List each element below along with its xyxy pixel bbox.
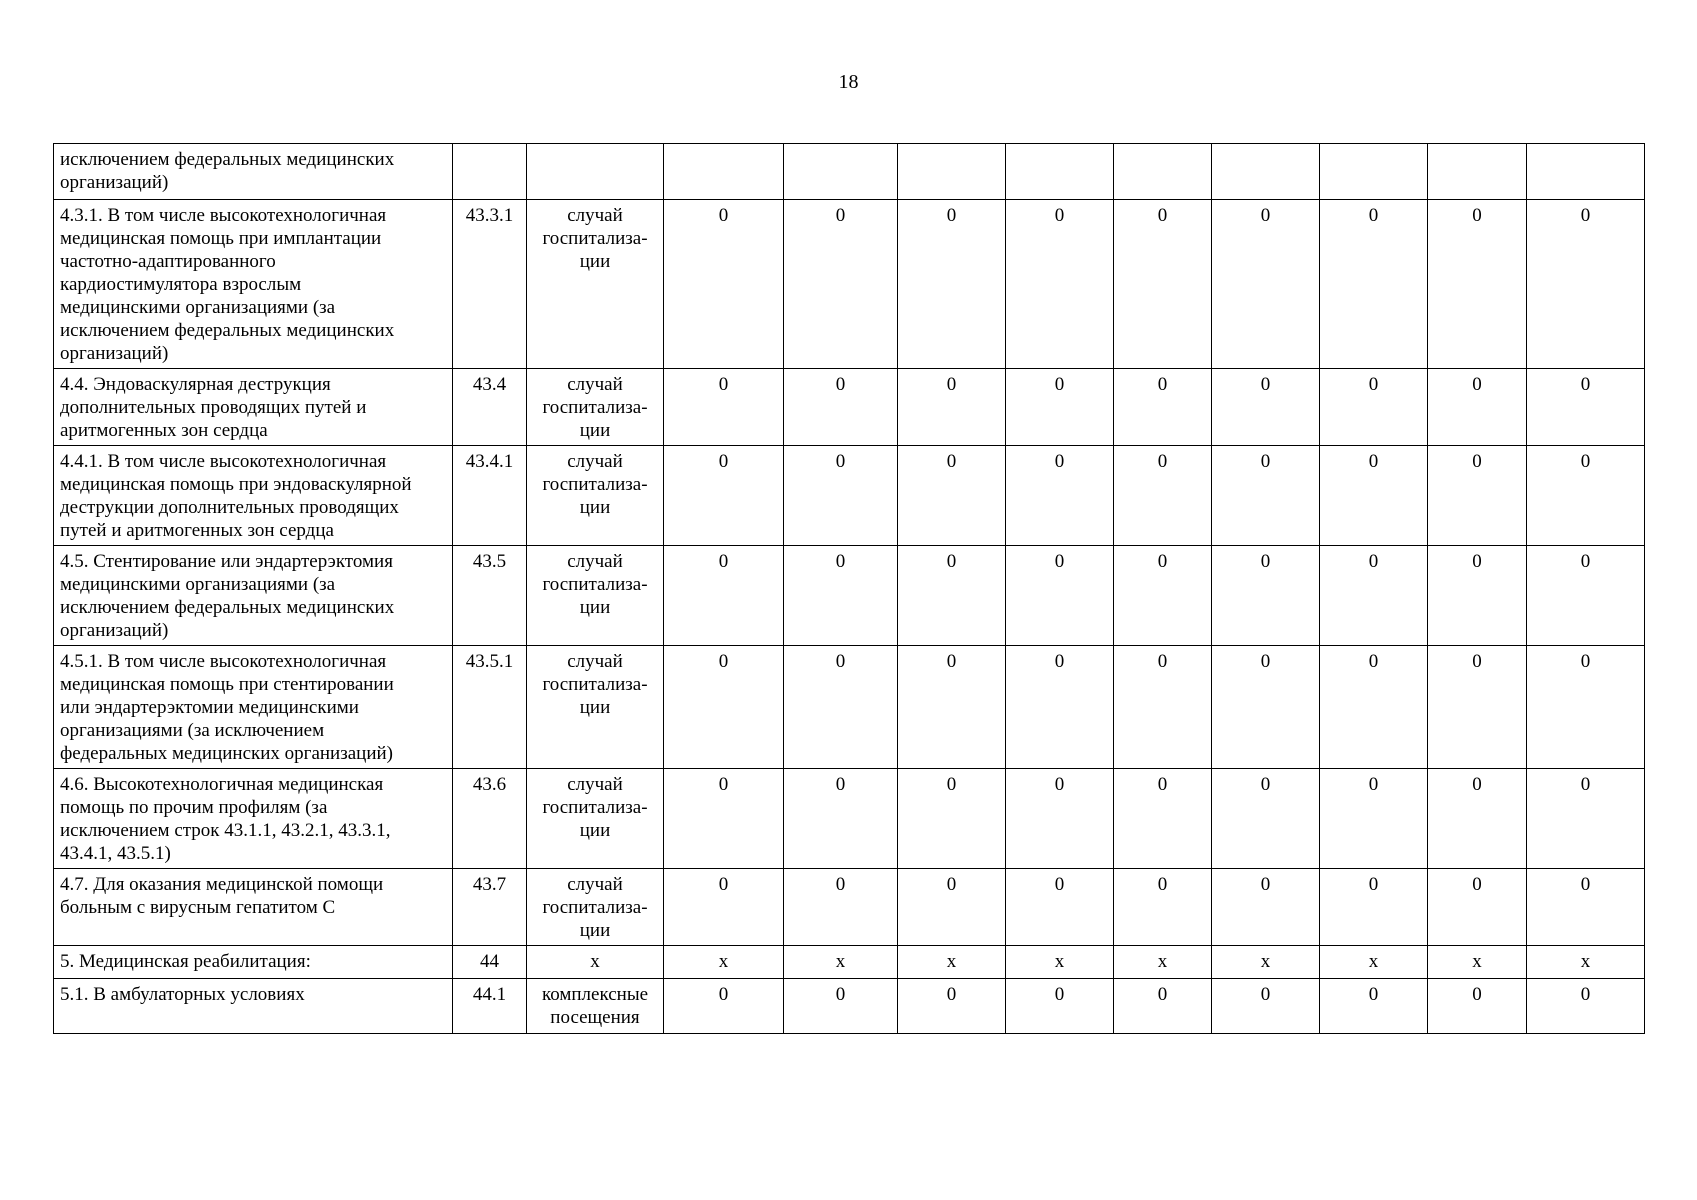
table-row xyxy=(54,946,1645,979)
value-cell: х xyxy=(1428,946,1527,979)
value-cell xyxy=(1320,144,1428,200)
value-cell: 0 xyxy=(1114,869,1212,946)
value-cell: 0 xyxy=(1006,200,1114,369)
table-row xyxy=(54,979,1645,1034)
value-cell: 0 xyxy=(664,200,784,369)
unit-line: ции xyxy=(579,697,611,718)
value-cell xyxy=(1114,144,1212,200)
description-line: исключением федеральных медицинских xyxy=(60,149,395,170)
value-cell: 0 xyxy=(1428,869,1527,946)
value-cell: 0 xyxy=(1006,979,1114,1034)
value-cell: 0 xyxy=(898,769,1006,869)
value-cell: х xyxy=(1006,946,1114,979)
value-cell xyxy=(898,144,1006,200)
unit-line: госпитализа- xyxy=(542,674,648,695)
value-cell: 0 xyxy=(1212,546,1320,646)
description-line: исключением федеральных медицинских xyxy=(60,597,395,618)
row-unit xyxy=(527,979,664,1034)
unit-line: госпитализа- xyxy=(542,574,648,595)
value-cell: 0 xyxy=(1320,369,1428,446)
value-cell: 0 xyxy=(898,369,1006,446)
value-cell: 0 xyxy=(1114,646,1212,769)
value-cell: 0 xyxy=(898,446,1006,546)
description-line: 4.4. Эндоваскулярная деструкция xyxy=(60,374,331,395)
description-line: медицинская помощь при эндоваскулярной xyxy=(60,474,412,495)
value-cell: 0 xyxy=(1114,369,1212,446)
value-cell: х xyxy=(1527,946,1645,979)
value-cell: 0 xyxy=(1114,200,1212,369)
value-cell: х xyxy=(898,946,1006,979)
row-unit xyxy=(527,769,664,869)
value-cell: 0 xyxy=(784,869,898,946)
value-cell: 0 xyxy=(1320,769,1428,869)
table-row xyxy=(54,769,1645,869)
row-code xyxy=(453,144,527,200)
row-description xyxy=(54,200,453,369)
value-cell: х xyxy=(1114,946,1212,979)
value-cell: 0 xyxy=(1320,979,1428,1034)
value-cell: 0 xyxy=(1320,446,1428,546)
value-cell: 0 xyxy=(1114,546,1212,646)
value-cell: 0 xyxy=(664,869,784,946)
value-cell: х xyxy=(664,946,784,979)
table-row xyxy=(54,869,1645,946)
value-cell: 0 xyxy=(1527,979,1645,1034)
unit-line: х xyxy=(590,951,600,972)
description-line: 43.4.1, 43.5.1) xyxy=(60,843,171,864)
value-cell xyxy=(664,144,784,200)
unit-line: ции xyxy=(579,497,611,518)
value-cell: 0 xyxy=(1527,869,1645,946)
value-cell: х xyxy=(1320,946,1428,979)
description-line: 4.5.1. В том числе высокотехнологичная xyxy=(60,651,387,672)
unit-line: госпитализа- xyxy=(542,897,648,918)
value-cell: 0 xyxy=(1212,769,1320,869)
value-cell: 0 xyxy=(784,546,898,646)
table-row xyxy=(54,446,1645,546)
row-unit xyxy=(527,200,664,369)
value-cell: 0 xyxy=(1006,869,1114,946)
value-cell: 0 xyxy=(1114,446,1212,546)
row-description xyxy=(54,446,453,546)
description-line: 5. Медицинская реабилитация: xyxy=(60,951,311,972)
row-code: 43.4.1 xyxy=(453,446,527,546)
unit-line: случай xyxy=(567,874,623,895)
row-unit xyxy=(527,646,664,769)
value-cell: 0 xyxy=(1006,546,1114,646)
description-line: федеральных медицинских организаций) xyxy=(60,743,393,764)
value-cell: 0 xyxy=(1006,769,1114,869)
unit-line: случай xyxy=(567,774,623,795)
value-cell: 0 xyxy=(898,646,1006,769)
description-line: деструкции дополнительных проводящих xyxy=(60,497,399,518)
value-cell: 0 xyxy=(898,200,1006,369)
table-row xyxy=(54,200,1645,369)
row-code: 43.5 xyxy=(453,546,527,646)
value-cell xyxy=(784,144,898,200)
value-cell: 0 xyxy=(784,369,898,446)
row-description xyxy=(54,979,453,1034)
value-cell: 0 xyxy=(898,546,1006,646)
value-cell: 0 xyxy=(1212,979,1320,1034)
row-description xyxy=(54,369,453,446)
description-line: 4.6. Высокотехнологичная медицинская xyxy=(60,774,384,795)
row-unit xyxy=(527,446,664,546)
page-number: 18 xyxy=(838,71,859,93)
unit-line: случай xyxy=(567,651,623,672)
value-cell: 0 xyxy=(1320,546,1428,646)
description-line: организациями (за исключением xyxy=(60,720,325,741)
unit-line: ции xyxy=(579,251,611,272)
value-cell: 0 xyxy=(1212,646,1320,769)
value-cell: 0 xyxy=(664,446,784,546)
unit-line: случай xyxy=(567,451,623,472)
table-row xyxy=(54,144,1645,200)
value-cell: 0 xyxy=(1527,446,1645,546)
value-cell xyxy=(1527,144,1645,200)
row-code: 43.5.1 xyxy=(453,646,527,769)
row-unit xyxy=(527,869,664,946)
unit-line: госпитализа- xyxy=(542,474,648,495)
unit-line: ции xyxy=(579,420,611,441)
value-cell: 0 xyxy=(1428,546,1527,646)
value-cell: 0 xyxy=(1320,869,1428,946)
row-description xyxy=(54,546,453,646)
description-line: путей и аритмогенных зон сердца xyxy=(60,520,334,541)
row-code: 43.7 xyxy=(453,869,527,946)
value-cell: 0 xyxy=(784,769,898,869)
description-line: или эндартерэктомии медицинскими xyxy=(60,697,359,718)
value-cell: 0 xyxy=(664,979,784,1034)
unit-line: комплексные xyxy=(541,984,649,1005)
value-cell: 0 xyxy=(1428,369,1527,446)
table-row xyxy=(54,646,1645,769)
value-cell: 0 xyxy=(664,769,784,869)
row-unit xyxy=(527,369,664,446)
unit-line: госпитализа- xyxy=(542,797,648,818)
row-unit xyxy=(527,546,664,646)
description-line: 4.5. Стентирование или эндартерэктомия xyxy=(60,551,393,572)
description-line: кардиостимулятора взрослым xyxy=(60,274,302,295)
value-cell: 0 xyxy=(1212,446,1320,546)
value-cell: 0 xyxy=(1428,646,1527,769)
value-cell: 0 xyxy=(784,646,898,769)
data-table xyxy=(53,143,1645,1034)
value-cell: 0 xyxy=(1527,369,1645,446)
value-cell: 0 xyxy=(784,200,898,369)
row-code: 43.3.1 xyxy=(453,200,527,369)
description-line: 4.7. Для оказания медицинской помощи xyxy=(60,874,384,895)
unit-line: ции xyxy=(579,597,611,618)
value-cell: х xyxy=(1212,946,1320,979)
description-line: помощь по прочим профилям (за xyxy=(60,797,328,818)
description-line: медицинскими организациями (за xyxy=(60,574,336,595)
value-cell: 0 xyxy=(1428,979,1527,1034)
description-line: медицинская помощь при имплантации xyxy=(60,228,382,249)
value-cell: 0 xyxy=(1428,446,1527,546)
value-cell xyxy=(1428,144,1527,200)
description-line: дополнительных проводящих путей и xyxy=(60,397,367,418)
value-cell: 0 xyxy=(664,546,784,646)
value-cell: 0 xyxy=(1006,369,1114,446)
description-line: больным с вирусным гепатитом С xyxy=(60,897,336,918)
value-cell: 0 xyxy=(1527,769,1645,869)
description-line: исключением строк 43.1.1, 43.2.1, 43.3.1, xyxy=(60,820,391,841)
value-cell: 0 xyxy=(1320,200,1428,369)
value-cell xyxy=(1212,144,1320,200)
row-description xyxy=(54,946,453,979)
value-cell: 0 xyxy=(1006,646,1114,769)
row-code: 44.1 xyxy=(453,979,527,1034)
unit-line: госпитализа- xyxy=(542,397,648,418)
value-cell: 0 xyxy=(1212,200,1320,369)
unit-line: случай xyxy=(567,551,623,572)
description-line: частотно-адаптированного xyxy=(60,251,276,272)
description-line: организаций) xyxy=(60,620,169,641)
row-description xyxy=(54,769,453,869)
description-line: медицинскими организациями (за xyxy=(60,297,336,318)
value-cell: 0 xyxy=(1114,979,1212,1034)
description-line: исключением федеральных медицинских xyxy=(60,320,395,341)
value-cell: 0 xyxy=(1320,646,1428,769)
description-line: медицинская помощь при стентировании xyxy=(60,674,394,695)
value-cell: 0 xyxy=(1428,769,1527,869)
value-cell: 0 xyxy=(1006,446,1114,546)
value-cell: 0 xyxy=(1114,769,1212,869)
unit-line: госпитализа- xyxy=(542,228,648,249)
unit-line: ции xyxy=(579,920,611,941)
value-cell: х xyxy=(784,946,898,979)
row-unit xyxy=(527,946,664,979)
unit-line: посещения xyxy=(550,1007,640,1028)
value-cell: 0 xyxy=(1212,369,1320,446)
table-row xyxy=(54,369,1645,446)
row-unit xyxy=(527,144,664,200)
value-cell: 0 xyxy=(664,646,784,769)
value-cell xyxy=(1006,144,1114,200)
description-line: 4.3.1. В том числе высокотехнологичная xyxy=(60,205,387,226)
unit-line: случай xyxy=(567,205,623,226)
description-line: аритмогенных зон сердца xyxy=(60,420,268,441)
value-cell: 0 xyxy=(1527,200,1645,369)
row-code: 43.4 xyxy=(453,369,527,446)
value-cell: 0 xyxy=(664,369,784,446)
unit-line: случай xyxy=(567,374,623,395)
value-cell: 0 xyxy=(1527,546,1645,646)
row-code: 44 xyxy=(453,946,527,979)
row-description xyxy=(54,646,453,769)
row-code: 43.6 xyxy=(453,769,527,869)
description-line: организаций) xyxy=(60,172,169,193)
description-line: 4.4.1. В том числе высокотехнологичная xyxy=(60,451,387,472)
description-line: организаций) xyxy=(60,343,169,364)
row-description xyxy=(54,144,453,200)
value-cell: 0 xyxy=(784,979,898,1034)
table-row xyxy=(54,546,1645,646)
value-cell: 0 xyxy=(1527,646,1645,769)
value-cell: 0 xyxy=(1428,200,1527,369)
value-cell: 0 xyxy=(1212,869,1320,946)
unit-line: ции xyxy=(579,820,611,841)
value-cell: 0 xyxy=(898,979,1006,1034)
value-cell: 0 xyxy=(898,869,1006,946)
value-cell: 0 xyxy=(784,446,898,546)
row-description xyxy=(54,869,453,946)
description-line: 5.1. В амбулаторных условиях xyxy=(60,984,305,1005)
